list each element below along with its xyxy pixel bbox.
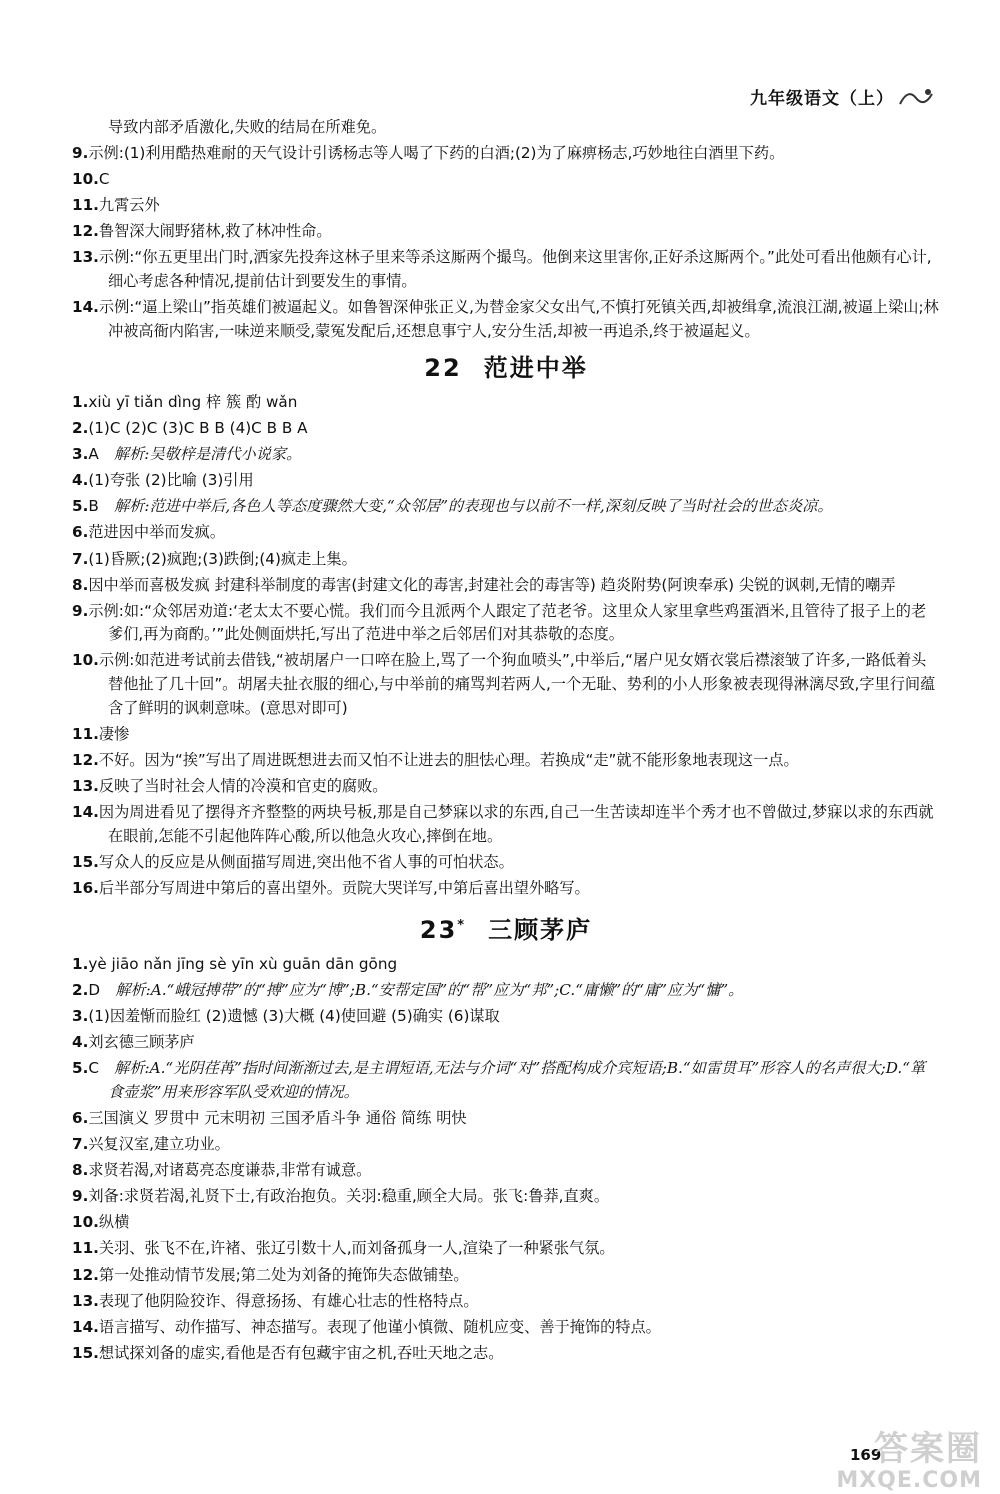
item-text: 表现了他阴险狡诈、得意扬扬、有雄心壮志的性格特点。 [98, 1291, 479, 1310]
item-number: 14. [72, 298, 99, 317]
item-number: 6. [72, 523, 89, 542]
item-text: 九霄云外 [98, 196, 160, 215]
item-explanation: 解析:吴敬梓是清代小说家。 [113, 445, 302, 464]
item-number: 10. [72, 170, 99, 189]
item-number: 2. [72, 419, 89, 438]
answer-item [72, 548, 940, 572]
answer-content [72, 116, 940, 1368]
item-number: 1. [72, 954, 89, 973]
answer-item [72, 1264, 940, 1288]
answer-item [72, 194, 940, 218]
item-text: A [88, 445, 99, 464]
item-number: 12. [72, 750, 99, 769]
item-text: 刘备:求贤若渴,礼贤下士,有政治抱负。关羽:稳重,顾全大局。张飞:鲁莽,直爽。 [88, 1187, 610, 1206]
answer-item [72, 1159, 940, 1183]
item-number: 8. [72, 1161, 89, 1180]
item-text: 范进因中举而发疯。 [88, 523, 226, 542]
answer-item [72, 749, 940, 773]
item-number: 3. [72, 1007, 89, 1026]
item-text: 示例:“逼上梁山”指英雄们被逼起义。如鲁智深伸张正义,为替金家父女出气,不慎打死镇关西,却被缉拿,流浪江湖,被逼上梁山;林冲被高衙内陷害,一味逆来顺受,蒙冤发配后,还想息事宁人,安分生活,却被一再追杀,终于被逼起义。 [98, 298, 939, 340]
item-number: 4. [72, 1033, 89, 1052]
item-explanation: 解析:范进中举后,各色人等态度骤然大变,“众邻居”的表现也与以前不一样,深刻反映了当时社会的世态炎凉。 [113, 497, 833, 516]
item-text: 不好。因为“挨”写出了周进既想进去而又怕不让进去的胆怯心理。若换成“走”就不能形象地表现这一点。 [98, 750, 799, 769]
answer-item [72, 220, 940, 244]
item-number: 15. [72, 1343, 99, 1362]
watermark-logo [836, 1429, 982, 1493]
item-text: (1)夸张 (2)比喻 (3)引用 [88, 471, 254, 490]
item-text: 后半部分写周进中第后的喜出望外。贡院大哭详写,中第后喜出望外略写。 [98, 878, 590, 897]
item-number: 12. [72, 222, 99, 241]
item-explanation: 解析:A.“峨冠搏带”的“搏”应为“博”;B.“安帮定国”的“帮”应为“邦”;C.“庸懒”的“庸”应为“慵”。 [115, 981, 744, 999]
answer-item [72, 1211, 940, 1235]
item-text: 鲁智深大闹野猪林,救了林冲性命。 [98, 222, 332, 241]
answer-item [72, 851, 940, 875]
section-23-title [72, 914, 940, 943]
answer-item [72, 953, 940, 977]
item-number: 13. [72, 1291, 99, 1310]
answer-item [72, 417, 940, 441]
item-text: (1)昏厥;(2)疯跑;(3)跌倒;(4)疯走上集。 [88, 549, 357, 568]
item-number: 12. [72, 1265, 99, 1284]
item-number: 11. [72, 1239, 99, 1258]
section-number: 22 [424, 354, 462, 383]
item-text: 凄惨 [98, 724, 130, 743]
item-number: 10. [72, 651, 99, 670]
item-text: 写众人的反应是从侧面描写周进,突出他不省人事的可怕状态。 [98, 852, 514, 871]
item-number: 7. [72, 1135, 89, 1154]
answer-item [72, 649, 940, 720]
item-text: C [98, 170, 110, 189]
section-22-title [72, 354, 940, 383]
answer-item [72, 801, 940, 848]
item-number: 14. [72, 802, 99, 821]
answer-item [72, 1005, 940, 1029]
answer-item [72, 1107, 940, 1131]
answer-item [72, 116, 940, 140]
answer-item [72, 296, 940, 343]
answer-item [72, 495, 940, 519]
answer-item [72, 723, 940, 747]
item-number: 9. [72, 144, 89, 163]
section-number: 23 [419, 916, 458, 945]
answer-item [72, 1057, 940, 1104]
answer-item [72, 574, 940, 598]
answer-item [72, 246, 940, 293]
item-explanation: 解析:A.“光阴荏苒”指时间渐渐过去,是主谓短语,无法与介词“对”搭配构成介宾短语;B.“如雷贯耳”形容人的名声很大;D.“箪食壶浆”用来形容军队受欢迎的情况。 [108, 1059, 926, 1101]
item-number: 13. [72, 776, 99, 795]
answer-item [72, 775, 940, 799]
item-text: 反映了当时社会人情的冷漠和官吏的腐败。 [98, 776, 388, 795]
header-text: 九年级语文（上） [750, 89, 894, 109]
item-text: 示例:如范进考试前去借钱,“被胡屠户一口啐在脸上,骂了一个狗血喷头”,中举后,“屠户见女婿衣裳后襟滚皱了许多,一路低着头替他扯了几十回”。胡屠夫扯衣服的细心,与中举前的痛骂判若两人,一个无耻、势利的小人形象被表现得淋漓尽致,字里行间蕴含了鲜明的讽刺意味。(意思对即可) [98, 651, 936, 717]
item-text: xiù yī tiǎn dìng 梓 簇 酌 wǎn [88, 392, 298, 411]
item-text: 因为周进看见了摆得齐齐整整的两块号板,那是自己梦寐以求的东西,自己一生苦读却连半个秀才也不曾做过,梦寐以求的东西就在眼前,怎能不引起他阵阵心酸,所以他急火攻心,摔倒在地。 [98, 802, 934, 845]
item-text: 纵横 [98, 1213, 130, 1232]
item-number: 11. [72, 724, 99, 743]
decorative-swirl-icon [898, 86, 938, 108]
item-number: 15. [72, 852, 99, 871]
running-header [750, 84, 938, 109]
section-name: 范进中举 [483, 354, 588, 383]
item-text: 三国演义 罗贯中 元末明初 三国矛盾斗争 通俗 简练 明快 [88, 1108, 467, 1127]
item-number: 14. [72, 1317, 99, 1336]
item-text: B [88, 497, 99, 516]
item-number: 9. [72, 601, 89, 620]
item-number: 9. [72, 1187, 89, 1206]
watermark-text: 答案圈 [874, 1429, 982, 1469]
item-number: 2. [72, 981, 89, 999]
answer-item [72, 469, 940, 493]
item-number: 5. [72, 1059, 89, 1078]
page-number: 169 [850, 1446, 882, 1464]
item-number: 10. [72, 1213, 99, 1232]
item-number: 16. [72, 878, 99, 897]
answer-item [72, 1185, 940, 1209]
item-text: 语言描写、动作描写、神态描写。表现了他谨小慎微、随机应变、善于掩饰的特点。 [98, 1317, 661, 1336]
answer-item [72, 877, 940, 901]
item-text: (1)C (2)C (3)C B B (4)C B B A [88, 419, 308, 438]
item-number: 6. [72, 1108, 89, 1127]
section-name: 三顾茅庐 [488, 916, 593, 945]
answer-item [72, 1031, 940, 1055]
item-number: 5. [72, 497, 89, 516]
item-text: 关羽、张飞不在,许褚、张辽引数十人,而刘备孤身一人,渲染了一种紧张气氛。 [98, 1239, 615, 1258]
answer-item [72, 1133, 940, 1157]
item-number: 7. [72, 549, 89, 568]
item-text: yè jiāo nǎn jīng sè yīn xù guān dān gōng [88, 954, 398, 973]
item-text: 第一处推动情节发展;第二处为刘备的掩饰失态做铺垫。 [98, 1265, 469, 1284]
answer-item [72, 391, 940, 415]
item-number: 13. [72, 248, 99, 267]
item-text: 示例:(1)利用酷热难耐的天气设计引诱杨志等人喝了下药的白酒;(2)为了麻痹杨志,巧妙地往白酒里下药。 [88, 144, 785, 163]
item-text: 想试探刘备的虚实,看他是否有包藏宇宙之机,吞吐天地之志。 [98, 1343, 504, 1362]
answer-item [72, 1316, 940, 1340]
section-23-answers [72, 953, 940, 1366]
item-text: D [88, 981, 101, 999]
item-number: 1. [72, 392, 89, 411]
item-text: 导致内部矛盾激化,失败的结局在所难免。 [108, 118, 387, 136]
item-text: 因中举而喜极发疯 封建科举制度的毒害(封建文化的毒害,封建社会的毒害等) 趋炎附势(阿谀奉承) 尖锐的讽刺,无情的嘲弄 [88, 575, 896, 594]
answer-item [72, 1237, 940, 1261]
item-number: 3. [72, 445, 89, 464]
item-text: 求贤若渴,对诸葛亮态度谦恭,非常有诚意。 [88, 1161, 372, 1180]
continued-answers [72, 116, 940, 343]
item-text: 示例:“你五更里出门时,洒家先投奔这林子里来等杀这厮两个撮鸟。他倒来这里害你,正好杀这厮两个。”此处可看出他颇有心计,细心考虑各种情况,提前估计到要发生的事情。 [98, 248, 932, 291]
answer-item [72, 600, 940, 647]
answer-item [72, 979, 940, 1003]
answer-item [72, 1290, 940, 1314]
item-text: 示例:如:“众邻居劝道:‘老太太不要心慌。我们而今且派两个人跟定了范老爷。这里众人家里拿些鸡蛋酒米,且管待了报子上的老爹们,再为商酌。’”此处侧面烘托,写出了范进中举之后邻居们对其恭敬的态度。 [88, 601, 927, 644]
item-text: 刘玄德三顾茅庐 [88, 1033, 195, 1052]
item-number: 11. [72, 196, 99, 215]
answer-item [72, 521, 940, 545]
watermark-url: MXQE.COM [836, 1468, 982, 1493]
item-text: 兴复汉室,建立功业。 [88, 1135, 230, 1154]
item-text: (1)因羞惭而脸红 (2)遗憾 (3)大概 (4)使回避 (5)确实 (6)谋取 [88, 1007, 500, 1026]
answer-item [72, 443, 940, 467]
answer-item [72, 1342, 940, 1366]
answer-item [72, 142, 940, 166]
answer-item [72, 168, 940, 192]
optional-mark: * [457, 918, 467, 934]
item-number: 8. [72, 575, 89, 594]
item-text: C [88, 1059, 99, 1078]
section-22-answers [72, 391, 940, 900]
item-number: 4. [72, 471, 89, 490]
